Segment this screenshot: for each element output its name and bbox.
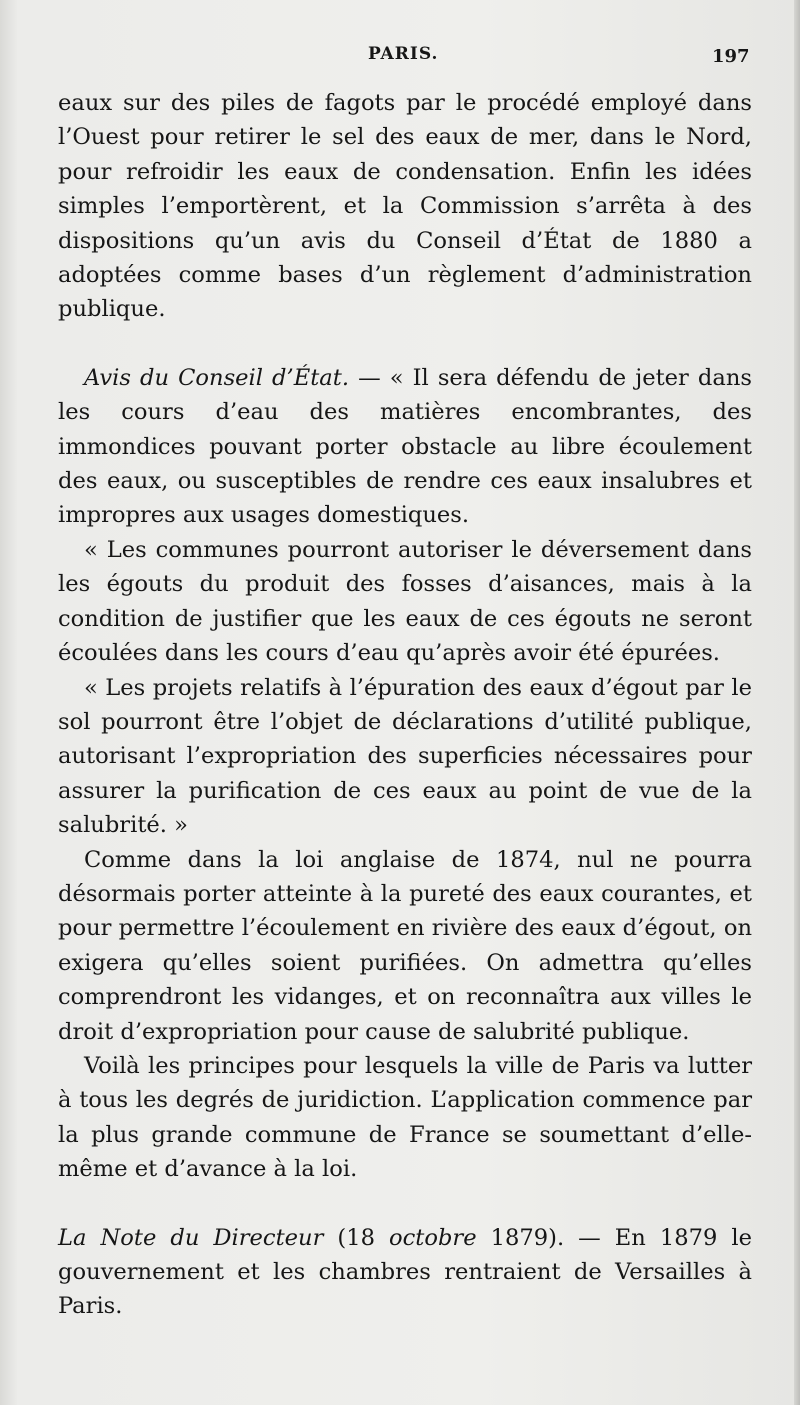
body-text (58, 86, 752, 1324)
note-heading: La Note du Directeur (58, 1224, 324, 1251)
paragraph-avis (58, 361, 752, 533)
paragraph-principes: Voilà les principes pour lesquels la ville de Paris va lutter à tous les degrés de juridiction. L’application commence par la plus grande commune de France se soumettant d’elle-même et d’avance à la loi. (58, 1052, 752, 1183)
note-text: 1879). — En 1879 le gouvernement et les chambres rentraient de Versailles à Paris. (58, 1224, 753, 1320)
note-date-open: (18 (323, 1224, 390, 1251)
page-header (0, 44, 800, 74)
avis-text: — « Il sera défendu de jeter dans les cours d’eau des matières encombrantes, des immondices pouvant porter obstacle au libre écoulement des eaux, ou susceptibles de rendre ces eaux insalubres et impropres aux usages domestiques. (58, 364, 752, 529)
paragraph-projets: « Les projets relatifs à l’épuration des eaux d’égout par le sol pourront être l’objet de déclarations d’utilité publique, autorisant l’expropriation des superficies nécessaires pour assurer la purification de ces eaux au point de vue de la salubrité. » (58, 674, 752, 839)
paragraph-communes: « Les communes pourront autoriser le déversement dans les égouts du produit des fosses d’aisances, mais à la condition de justifier que les eaux de ces égouts ne seront écoulées dans les cours d’eau qu’après avoir été épurées. (58, 536, 752, 667)
paragraph-note-directeur (58, 1221, 752, 1324)
avis-heading: Avis du Conseil d’État. (84, 364, 349, 391)
running-title: PARIS. (368, 44, 439, 64)
page-number: 197 (712, 46, 750, 67)
paragraph-1: eaux sur des piles de fagots par le procédé employé dans l’Ouest pour retirer le sel des eaux de mer, dans le Nord, pour refroidir les eaux de condensation. Enfin les idées simples l’emportèrent, et la Commission s’arrêta à des dispositions qu’un avis du Conseil d’État de 1880 a adoptées comme bases d’un règlement d’administration publique. (58, 90, 752, 323)
note-date-month: octobre (389, 1224, 477, 1251)
paragraph-loi-anglaise: Comme dans la loi anglaise de 1874, nul ne pourra désormais porter atteinte à la pureté des eaux courantes, et pour permettre l’écoulement en rivière des eaux d’égout, on exigera qu’elles soient purifiées. On admettra qu’elles comprendront les vidanges, et on reconnaîtra aux villes le droit d’expropriation pour cause de salubrité publique. (58, 846, 752, 1045)
page-edge-shadow (794, 0, 800, 1405)
